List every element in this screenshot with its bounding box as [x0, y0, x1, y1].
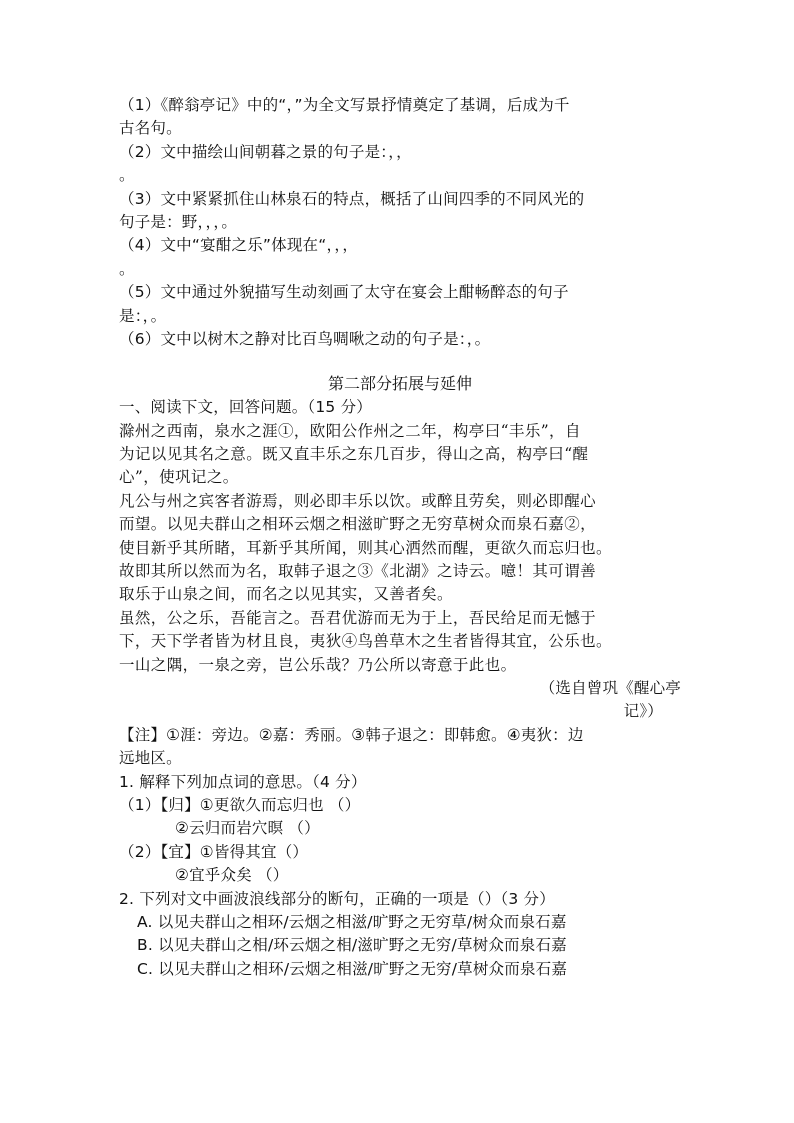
passage-line: 下，天下学者皆为材且良，夷狄④鸟兽草木之生者皆得其宜，公乐也。 [119, 632, 612, 651]
passage-line: 滁州之西南，泉水之涯①，欧阳公作州之二年，构亭曰“丰乐”，自 [119, 421, 581, 440]
passage-line: 故即其所以然而为名，取韩子退之③《北湖》之诗云。噫！其可谓善 [119, 562, 597, 581]
answer-option: B. 以见夫群山之相/环云烟之相/滋旷野之无穷/草树众而泉石嘉 [137, 936, 567, 955]
passage-line: 心”，使巩记之。 [119, 468, 239, 487]
question-line: （1）《醉翁亭记》中的“，”为全文写景抒情奠定了基调，后成为千 [119, 96, 570, 114]
question-line: （5）文中通过外貌描写生动刻画了太守在宴会上酣畅醉态的句子 [119, 283, 569, 302]
question-line: （3）文中紧紧抓住山林泉石的特点，概括了山间四季的不同风光的 [119, 189, 585, 208]
source-citation: （选自曾巩《醒心亭 [539, 678, 681, 697]
section-heading: 第二部分拓展与延伸 [327, 374, 472, 394]
passage-line: 使目新乎其所睹，耳新乎其所闻，则其心洒然而醒，更欲久而忘归也。 [119, 538, 612, 557]
question-line: （2）文中描绘山间朝暮之景的句子是：，， [119, 142, 412, 161]
answer-option: C. 以见夫群山之相环/云烟之相滋/旷野之无穷/草树众而泉石嘉 [137, 959, 568, 978]
question-item: ②宜乎众矣 （） [175, 866, 289, 885]
answer-option: A. 以见夫群山之相环/云烟之相滋/旷野之无穷草/树众而泉石嘉 [137, 912, 567, 931]
question-line: （6）文中以树木之静对比百鸟啁啾之动的句子是：，。 [119, 329, 491, 348]
passage-line: 虽然，公之乐，吾能言之。吾君优游而无为于上，吾民给足而无憾于 [119, 608, 597, 627]
question-title: 2. 下列对文中画波浪线部分的断句，正确的一项是（）（3 分） [119, 889, 555, 908]
question-1 [119, 771, 681, 888]
source-citation: 记》） [623, 702, 663, 721]
part1-questions [119, 94, 681, 351]
document-page [119, 94, 681, 981]
question-line: 古名句。 [119, 119, 182, 138]
question-line: 是：，。 [119, 306, 167, 325]
annotation-note: 【注】①涯：旁边。②嘉：秀丽。③韩子退之：即韩愈。④夷狄：边 [119, 725, 584, 744]
question-line: 。 [119, 166, 135, 185]
question-item: ②云归而岩穴暝 （） [175, 819, 320, 838]
question-item: （2）【宜】①皆得其宜（） [119, 842, 309, 861]
question-line: 。 [119, 259, 135, 278]
question-line: （4）文中“宴酣之乐”体现在“，，， [119, 236, 359, 255]
reading-passage [119, 420, 681, 677]
passage-line: 而望。以见夫群山之相环云烟之相滋旷野之无穷草树众而泉石嘉②， [119, 515, 597, 534]
section-title: 一、阅读下文，回答问题。（15 分） [119, 398, 373, 417]
passage-line: 取乐于山泉之间，而名之以见其实，又善者矣。 [119, 585, 453, 604]
spacer [119, 351, 681, 372]
question-line: 句子是：野，，，。 [119, 212, 238, 231]
passage-line: 为记以见其名之意。既又直丰乐之东几百步，得山之高，构亭曰“醒 [119, 445, 589, 464]
passage-line: 一山之隅，一泉之旁，岂公乐哉？乃公所以寄意于此也。 [119, 655, 517, 674]
annotation-note: 远地区。 [119, 749, 182, 768]
question-title: 1. 解释下列加点词的意思。（4 分） [119, 772, 367, 791]
passage-line: 凡公与州之宾客者游焉，则必即丰乐以饮。或醉且劳矣，则必即醒心 [119, 491, 597, 510]
question-2 [119, 888, 681, 982]
question-item: （1）【归】①更欲久而忘归也 （） [119, 795, 361, 814]
